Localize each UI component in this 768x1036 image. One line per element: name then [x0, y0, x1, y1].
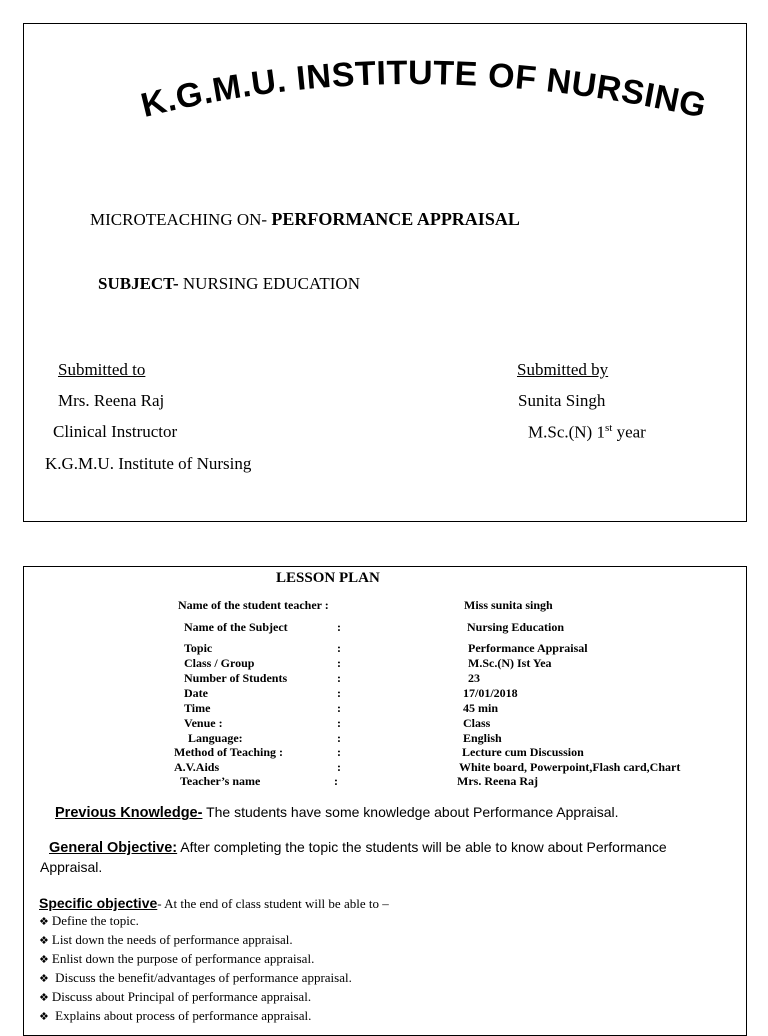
objective-text: Explains about process of performance appraisal. — [51, 1008, 312, 1023]
submitted-by-course: M.Sc.(N) 1st year — [528, 422, 646, 442]
objective-text: Discuss about Principal of performance appraisal. — [51, 989, 312, 1004]
lesson-plan-row-label: Language: — [188, 731, 243, 745]
submitted-to-heading: Submitted to — [58, 360, 146, 379]
lesson-plan-row-colon: : — [337, 745, 341, 759]
lesson-plan-row-label: Time — [184, 701, 211, 715]
lesson-plan-row-value: Mrs. Reena Raj — [457, 774, 538, 788]
previous-knowledge — [55, 803, 735, 823]
subject-label: SUBJECT- — [98, 274, 179, 293]
subject-line — [98, 274, 360, 294]
lesson-plan-row-value: M.Sc.(N) Ist Yea — [468, 656, 552, 670]
diamond-bullet-icon: ❖ — [39, 972, 49, 985]
diamond-bullet-icon: ❖ — [39, 991, 49, 1004]
lesson-plan-row-value: English — [463, 731, 502, 745]
lesson-plan-row-colon: : — [337, 760, 341, 774]
specific-objective — [39, 895, 389, 913]
diamond-bullet-icon: ❖ — [39, 953, 49, 966]
lesson-plan-row-colon: : — [337, 641, 341, 655]
objective-list-item — [39, 970, 352, 986]
previous-knowledge-heading: Previous Knowledge- — [55, 805, 203, 821]
lesson-plan-row-value: Lecture cum Discussion — [462, 745, 584, 759]
objective-text: Enlist down the purpose of performance appraisal. — [51, 951, 315, 966]
lesson-plan-row-label: Name of the Subject — [184, 620, 288, 634]
general-objective — [40, 838, 730, 877]
lesson-plan-row-colon: : — [337, 701, 341, 715]
lesson-plan-row-value: White board, Powerpoint,Flash card,Chart — [459, 760, 681, 774]
submitted-by-heading: Submitted by — [517, 360, 609, 379]
lesson-plan-row-label: Name of the student teacher : — [178, 598, 329, 612]
lesson-plan-row-colon: : — [337, 671, 341, 685]
lesson-plan-row-colon: : — [337, 686, 341, 700]
previous-knowledge-text: The students have some knowledge about Performance Appraisal. — [202, 804, 619, 820]
institute-title: K.G.M.U. INSTITUTE OF NURSING — [137, 53, 710, 126]
lesson-plan-page — [23, 566, 747, 1036]
lesson-plan-row-label: Method of Teaching : — [174, 745, 284, 759]
cover-page — [23, 23, 747, 522]
lesson-plan-row-value: Performance Appraisal — [468, 641, 588, 655]
submitted-by-name: Sunita Singh — [518, 391, 606, 410]
lesson-plan-row-label: Topic — [184, 641, 213, 655]
lesson-plan-row-colon: : — [337, 716, 341, 730]
lesson-plan-row-label: A.V.Aids — [174, 760, 220, 774]
objective-list-item — [39, 1008, 311, 1024]
microteaching-line — [90, 209, 520, 230]
lesson-plan-row-value: Nursing Education — [467, 620, 565, 634]
objective-list-item — [39, 913, 139, 929]
objective-text: List down the needs of performance appraisal. — [51, 932, 293, 947]
general-objective-heading: General Objective: — [49, 840, 178, 856]
submitted-to-name: Mrs. Reena Raj — [58, 391, 165, 410]
lesson-plan-row-label: Number of Students — [184, 671, 288, 685]
objective-list-item — [39, 932, 293, 948]
objective-list-item — [39, 989, 311, 1005]
lesson-plan-row-value: 23 — [468, 671, 480, 685]
lesson-plan-row-value: Miss sunita singh — [464, 598, 553, 612]
objective-list-item — [39, 951, 314, 967]
institute-title-arch — [24, 24, 748, 164]
objective-text: Discuss the benefit/advantages of performance appraisal. — [51, 970, 352, 985]
lesson-plan-title: LESSON PLAN — [276, 570, 380, 586]
lesson-plan-row-colon: : — [337, 656, 341, 670]
submitted-to-designation: Clinical Instructor — [53, 422, 178, 441]
lesson-plan-row-colon: : — [337, 620, 341, 634]
lesson-plan-row-label: Date — [184, 686, 208, 700]
subject-value: NURSING EDUCATION — [182, 274, 360, 293]
general-objective-text: After completing the topic the students will be able to know about Performance Appraisal. — [40, 839, 667, 875]
microteaching-label: MICROTEACHING ON- — [90, 210, 268, 229]
lesson-plan-row-colon: : — [334, 774, 338, 788]
submitted-to-institution: K.G.M.U. Institute of Nursing — [45, 454, 252, 473]
lesson-plan-row-colon: : — [337, 731, 341, 745]
specific-objective-intro: - At the end of class student will be able to – — [157, 896, 389, 911]
diamond-bullet-icon: ❖ — [39, 1010, 49, 1023]
diamond-bullet-icon: ❖ — [39, 934, 49, 947]
objective-text: Define the topic. — [51, 913, 139, 928]
diamond-bullet-icon: ❖ — [39, 915, 49, 928]
lesson-plan-row-value: 45 min — [463, 701, 499, 715]
lesson-plan-row-label: Venue : — [184, 716, 223, 730]
specific-objective-heading: Specific objective — [39, 895, 158, 911]
microteaching-topic: PERFORMANCE APPRAISAL — [271, 209, 520, 229]
lesson-plan-row-value: Class — [463, 716, 491, 730]
lesson-plan-row-label: Class / Group — [184, 656, 255, 670]
lesson-plan-row-value: 17/01/2018 — [463, 686, 518, 700]
lesson-plan-row-label: Teacher’s name — [180, 774, 261, 788]
